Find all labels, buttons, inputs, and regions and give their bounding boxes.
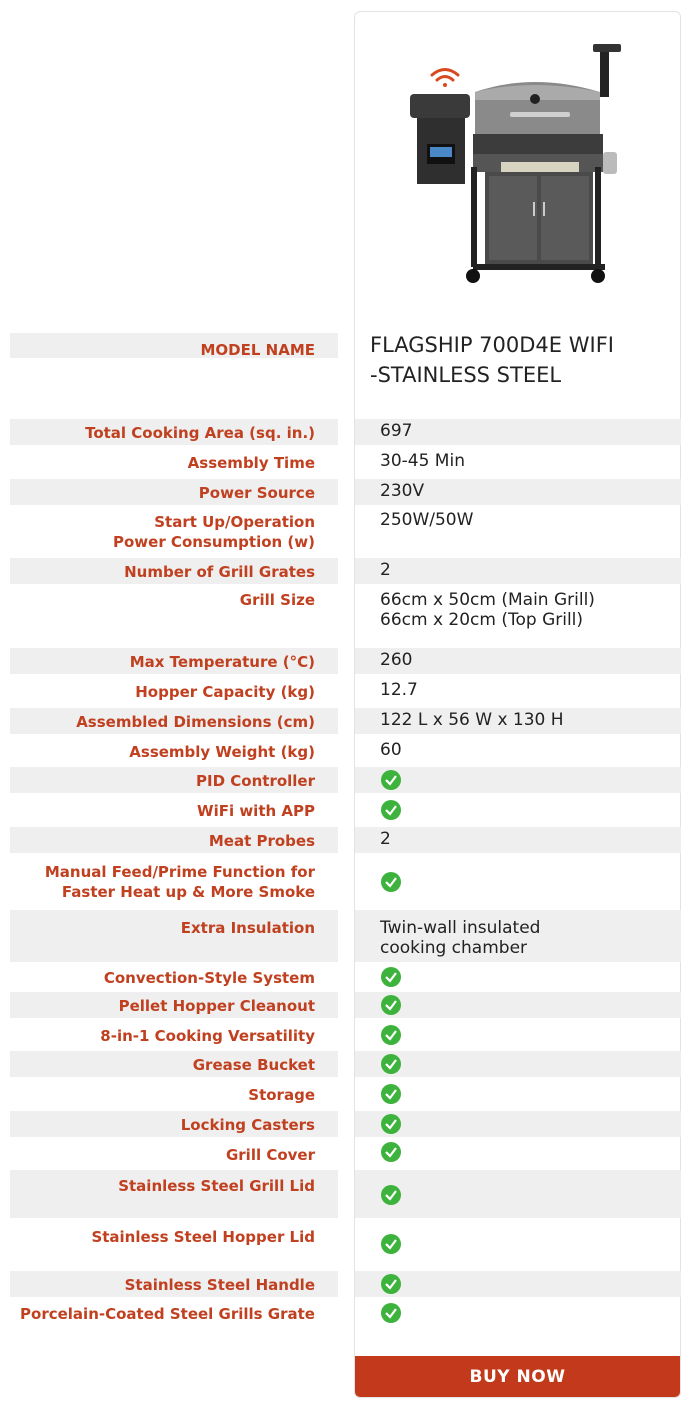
spec-label: Grill Size: [239, 591, 315, 609]
spec-row: [10, 1141, 681, 1167]
spec-value: 250W/50W: [380, 510, 474, 530]
check-icon: [381, 1185, 401, 1205]
spec-value: 30-45 Min: [380, 451, 465, 471]
spec-label: Extra Insulation: [180, 919, 315, 937]
spec-row: [10, 767, 681, 793]
spec-row: [10, 479, 681, 505]
wifi-icon: [432, 70, 458, 88]
spec-label: Storage: [248, 1086, 315, 1104]
spec-row: [10, 1111, 681, 1137]
spec-label: Pellet Hopper Cleanout: [118, 997, 315, 1015]
spec-value: 122 L x 56 W x 130 H: [380, 710, 564, 730]
spec-value: 260: [380, 650, 413, 670]
spec-label: Meat Probes: [208, 832, 315, 850]
spec-label: Convection-Style System: [103, 969, 315, 987]
spec-row: [10, 678, 681, 704]
check-icon: [381, 770, 401, 790]
spec-row: [10, 1222, 681, 1268]
check-icon: [381, 800, 401, 820]
spec-label: Power Source: [198, 484, 315, 502]
spec-row: [10, 992, 681, 1018]
spec-label: Assembly Time: [187, 454, 315, 472]
check-icon: [381, 1234, 401, 1254]
spec-label: Manual Feed/Prime Function for Faster Heat up & More Smoke: [44, 863, 315, 901]
spec-value: 12.7: [380, 680, 418, 700]
check-icon: [381, 1142, 401, 1162]
spec-label: 8-in-1 Cooking Versatility: [100, 1027, 315, 1045]
spec-row: [10, 1051, 681, 1077]
spec-label: Stainless Steel Handle: [124, 1276, 315, 1294]
spec-row: [10, 648, 681, 674]
spec-row: [10, 708, 681, 734]
model-name-label: MODEL NAME: [200, 341, 315, 359]
spec-value: 230V: [380, 481, 425, 501]
check-icon: [381, 1084, 401, 1104]
spec-value: Twin-wall insulated cooking chamber: [380, 918, 541, 958]
check-icon: [381, 872, 401, 892]
spec-label: Grease Bucket: [192, 1056, 315, 1074]
check-icon: [381, 967, 401, 987]
spec-row: [10, 797, 681, 823]
check-icon: [381, 1274, 401, 1294]
check-icon: [381, 995, 401, 1015]
grill-product-image: [405, 42, 630, 287]
spec-value: 60: [380, 740, 402, 760]
spec-label: Stainless Steel Hopper Lid: [91, 1228, 315, 1246]
spec-row: [10, 1271, 681, 1297]
spec-row: [10, 827, 681, 853]
spec-label: Start Up/Operation Power Consumption (w): [112, 513, 315, 551]
spec-row: [10, 858, 681, 906]
spec-value: 2: [380, 560, 391, 580]
spec-row: [10, 910, 681, 962]
spec-row: [10, 1022, 681, 1048]
spec-row: [10, 508, 681, 554]
spec-row: [10, 586, 681, 644]
spec-value: 66cm x 50cm (Main Grill) 66cm x 20cm (Top Grill): [380, 590, 595, 630]
spec-label: Assembled Dimensions (cm): [76, 713, 315, 731]
spec-label: Number of Grill Grates: [124, 563, 315, 581]
spec-label: Hopper Capacity (kg): [135, 683, 315, 701]
check-icon: [381, 1025, 401, 1045]
spec-row: [10, 558, 681, 584]
spec-row: [10, 449, 681, 475]
spec-label: Total Cooking Area (sq. in.): [85, 424, 315, 442]
spec-row: [10, 738, 681, 764]
check-icon: [381, 1114, 401, 1134]
spec-label: Max Temperature (°C): [129, 653, 315, 671]
model-name-value: FLAGSHIP 700D4E WIFI -STAINLESS STEEL: [370, 333, 614, 387]
spec-label: Porcelain-Coated Steel Grills Grate: [20, 1305, 315, 1323]
spec-label: WiFi with APP: [197, 802, 315, 820]
check-icon: [381, 1303, 401, 1323]
spec-value: 2: [380, 829, 391, 849]
spec-row: [10, 1081, 681, 1107]
spec-label: Grill Cover: [225, 1146, 315, 1164]
buy-now-button[interactable]: BUY NOW: [355, 1356, 680, 1397]
check-icon: [381, 1054, 401, 1074]
spec-row: [10, 1170, 681, 1218]
spec-row: [10, 1300, 681, 1326]
spec-value: 697: [380, 421, 413, 441]
spec-row: [10, 964, 681, 990]
spec-label: Locking Casters: [180, 1116, 315, 1134]
spec-label: Assembly Weight (kg): [129, 743, 315, 761]
spec-label: Stainless Steel Grill Lid: [118, 1177, 315, 1195]
spec-row: [10, 419, 681, 445]
spec-label: PID Controller: [196, 772, 315, 790]
